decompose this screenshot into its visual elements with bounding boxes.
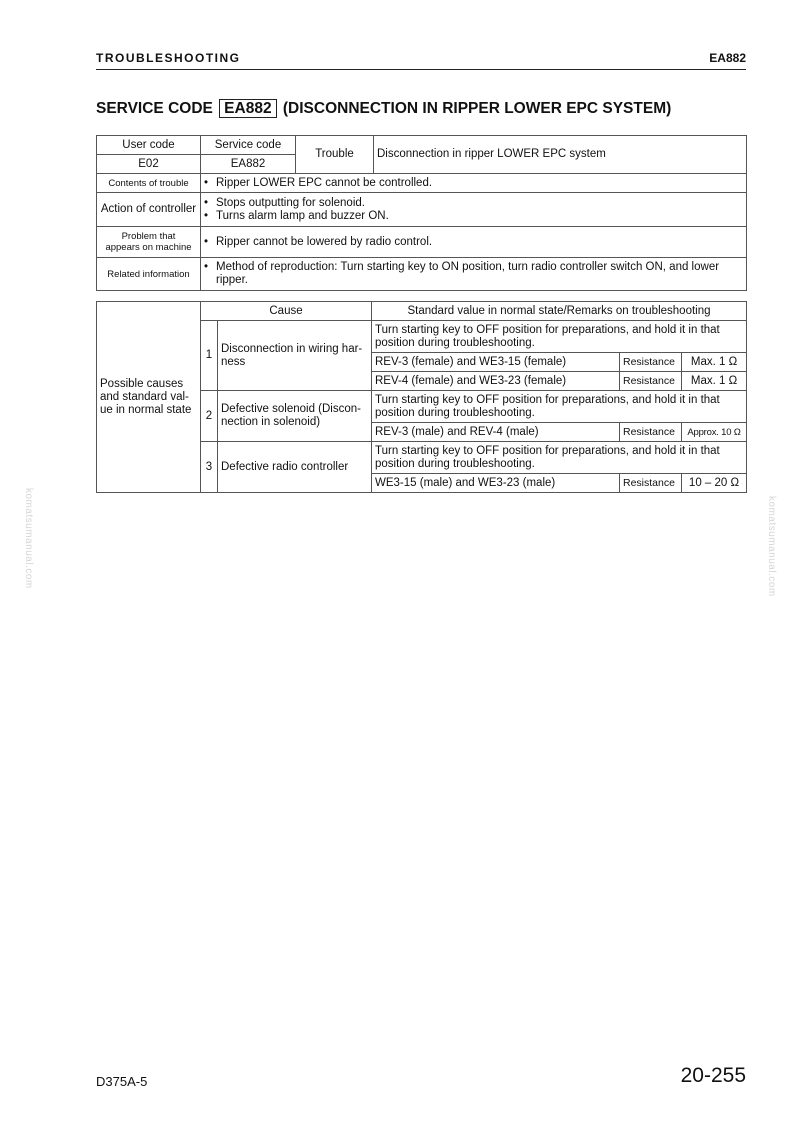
title-suffix: (DISCONNECTION IN RIPPER LOWER EPC SYSTEM) bbox=[282, 100, 672, 117]
cause-number: 2 bbox=[201, 391, 218, 442]
contents-cell bbox=[201, 174, 747, 193]
measurement-value: Approx. 10 Ω bbox=[682, 423, 747, 442]
header-code: EA882 bbox=[709, 51, 746, 65]
list-item: • Ripper LOWER EPC cannot be controlled. bbox=[204, 176, 433, 189]
measurement-value: Max. 1 Ω bbox=[682, 353, 747, 372]
list-item: • Ripper cannot be lowered by radio control. bbox=[204, 235, 433, 248]
header-section: TROUBLESHOOTING bbox=[96, 51, 241, 65]
contents-label: Contents of trouble bbox=[97, 174, 201, 193]
list-item: • Turns alarm lamp and buzzer ON. bbox=[204, 209, 389, 222]
header-rule bbox=[96, 69, 746, 70]
trouble-text: Disconnection in ripper LOWER EPC system bbox=[374, 136, 747, 174]
standard-value-header: Standard value in normal state/Remarks on troubleshooting bbox=[372, 302, 747, 321]
service-code-header: Service code bbox=[201, 136, 296, 155]
footer-model: D375A-5 bbox=[96, 1074, 148, 1089]
cause-number: 1 bbox=[201, 321, 218, 391]
measurement-value: 10 – 20 Ω bbox=[682, 474, 747, 493]
problem-label: Problem that appears on machine bbox=[97, 227, 201, 258]
user-code-header: User code bbox=[97, 136, 201, 155]
related-label: Related information bbox=[97, 258, 201, 291]
cause-instruction: Turn starting key to OFF position for preparations, and hold it in that position during troubleshooting. bbox=[372, 391, 747, 423]
measurement-between: REV-3 (male) and REV-4 (male) bbox=[372, 423, 620, 442]
problem-cell bbox=[201, 227, 747, 258]
related-cell bbox=[201, 258, 747, 291]
cause-instruction: Turn starting key to OFF position for preparations, and hold it in that position during troubleshooting. bbox=[372, 442, 747, 474]
measurement-type: Resistance bbox=[620, 353, 682, 372]
action-cell bbox=[201, 193, 747, 227]
measurement-type: Resistance bbox=[620, 423, 682, 442]
measurement-type: Resistance bbox=[620, 474, 682, 493]
trouble-label: Trouble bbox=[296, 136, 374, 174]
measurement-type: Resistance bbox=[620, 372, 682, 391]
cause-header: Cause bbox=[201, 302, 372, 321]
measurement-between: WE3-15 (male) and WE3-23 (male) bbox=[372, 474, 620, 493]
watermark-left: komatsumanual.com bbox=[23, 488, 34, 589]
service-code-info-table bbox=[96, 135, 747, 291]
measurement-value: Max. 1 Ω bbox=[682, 372, 747, 391]
cause-description: Disconnection in wiring har- ness bbox=[218, 321, 372, 391]
footer-page-number: 20-255 bbox=[680, 1064, 746, 1087]
title-code-box: EA882 bbox=[219, 99, 276, 118]
service-code-value: EA882 bbox=[201, 155, 296, 174]
list-item: • Method of reproduction: Turn starting key to ON position, turn radio controller switch ON, and lower ripper. bbox=[204, 261, 720, 286]
measurement-between: REV-4 (female) and WE3-23 (female) bbox=[372, 372, 620, 391]
watermark-right: komatsumanual.com bbox=[766, 496, 777, 597]
list-item: • Stops outputting for solenoid. bbox=[204, 196, 365, 209]
action-label: Action of controller bbox=[97, 193, 201, 227]
title-prefix: SERVICE CODE bbox=[96, 100, 213, 117]
cause-description: Defective solenoid (Discon- nection in solenoid) bbox=[218, 391, 372, 442]
page-title bbox=[96, 100, 671, 118]
cause-description: Defective radio controller bbox=[218, 442, 372, 493]
cause-instruction: Turn starting key to OFF position for preparations, and hold it in that position during troubleshooting. bbox=[372, 321, 747, 353]
possible-causes-table bbox=[96, 301, 747, 493]
page-header bbox=[96, 51, 746, 67]
user-code-value: E02 bbox=[97, 155, 201, 174]
possible-causes-label: Possible causes and standard val- ue in normal state bbox=[97, 302, 201, 493]
cause-number: 3 bbox=[201, 442, 218, 493]
measurement-between: REV-3 (female) and WE3-15 (female) bbox=[372, 353, 620, 372]
